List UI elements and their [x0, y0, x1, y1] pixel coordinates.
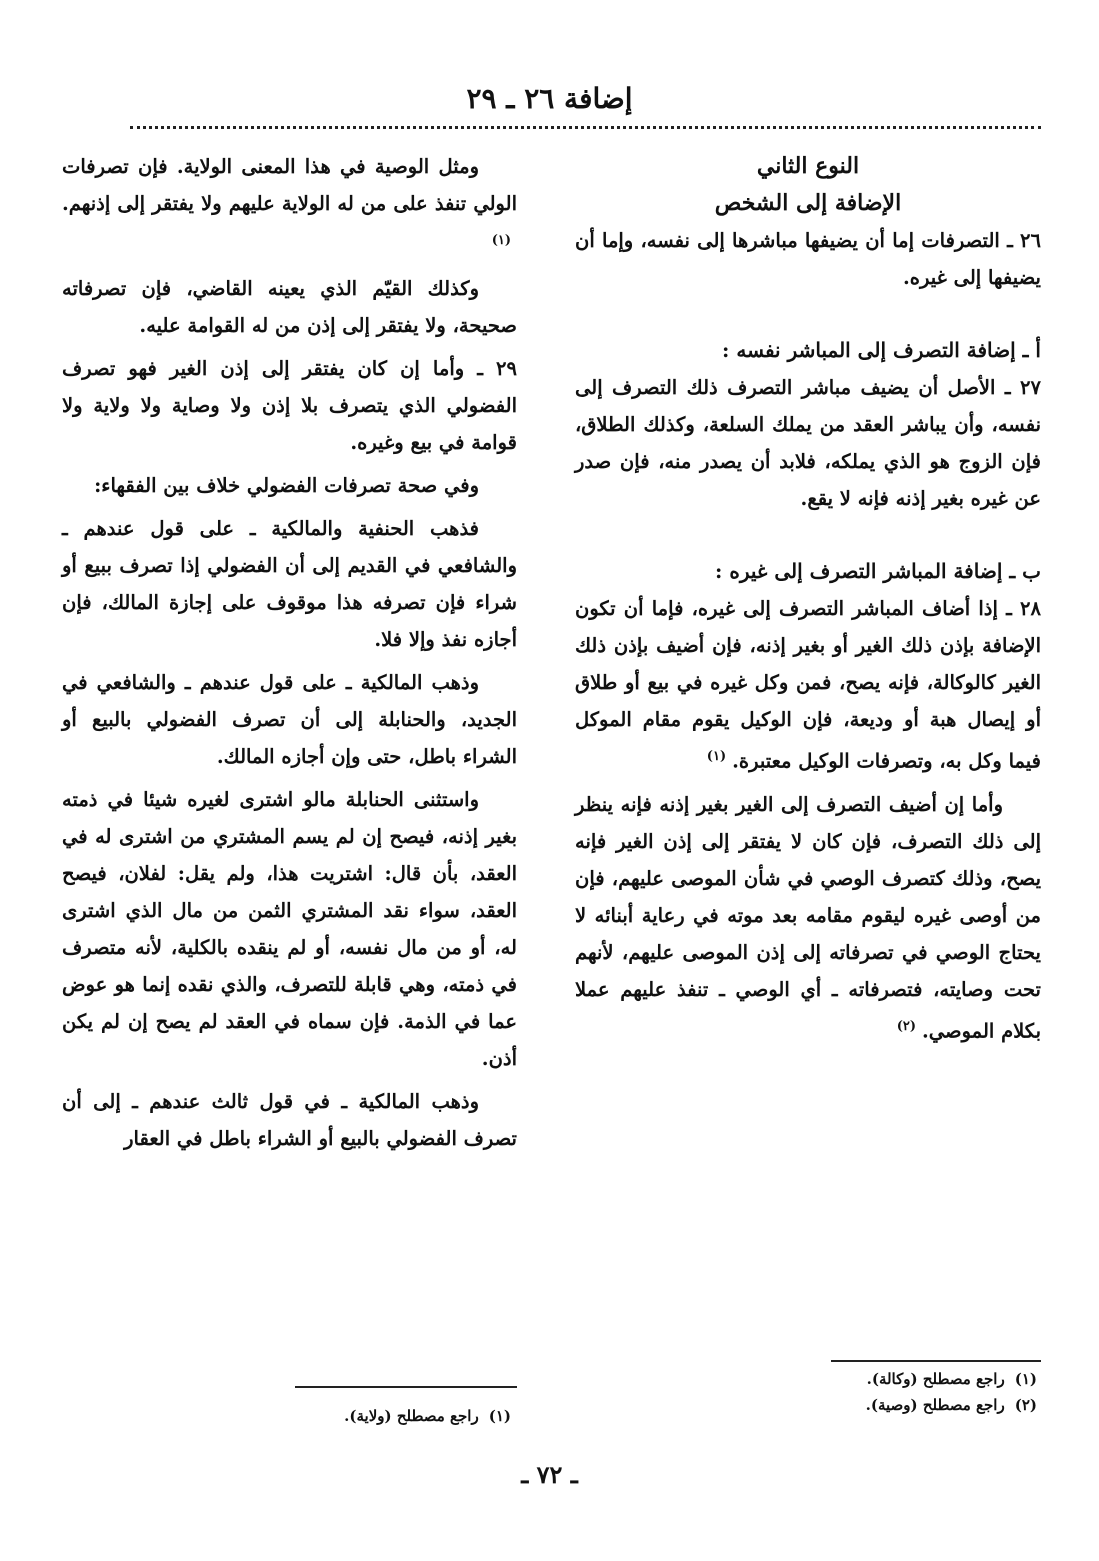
- footnote-divider-left: [295, 1386, 517, 1388]
- section-type-title: النوع الثاني: [756, 153, 860, 179]
- left-column: [62, 148, 517, 1157]
- page-header-title: إضافة ٢٦ ـ ٢٩: [466, 82, 633, 115]
- footnote-number: (٢): [1014, 1396, 1037, 1414]
- paragraph-guardianship: [62, 148, 517, 264]
- paragraph-maliki-view: وذهب المالكية ـ على قول عندهم ـ والشافعي في الجديد، والحنابلة إلى أن تصرف الفضولي بالبيع أو الشراء باطل، حتى وإن أجازه المالك.: [62, 670, 517, 768]
- section-heading: الإضافة إلى الشخص: [714, 190, 902, 216]
- paragraph-guardianship-text: ومثل الوصية في هذا المعنى الولاية. فإن تصرفات الولي تنفذ على من له الولاية عليهم ولا يفتقر إلى إذنهم.: [62, 155, 517, 215]
- footnote-text: راجع مصطلح (وكالة).: [866, 1370, 1005, 1388]
- footnote-item: [577, 1366, 1037, 1392]
- paragraph-26: ٢٦ ـ التصرفات إما أن يضيفها مباشرها إلى نفسه، وإما أن يضيفها إلى غيره.: [575, 229, 1041, 289]
- footnote-text: راجع مصطلح (ولاية).: [344, 1407, 479, 1425]
- footnote-ref-2: (٢): [896, 1018, 916, 1034]
- footnote-number: (١): [488, 1407, 511, 1425]
- subheading-a: أ ـ إضافة التصرف إلى المباشر نفسه :: [722, 338, 1041, 362]
- footnote-ref-left-1: (١): [491, 233, 511, 248]
- subheading-b: ب ـ إضافة المباشر التصرف إلى غيره :: [715, 559, 1041, 583]
- paragraph-hanafi-view: فذهب الحنفية والمالكية ـ على قول عندهم ـ والشافعي في القديم إلى أن الفضولي إذا تصرف ببيع أو شراء فإن تصرفه هذا موقوف على إجازة المالك، فإن أجازه نفذ وإلا فلا.: [62, 516, 517, 651]
- footnote-item: [577, 1392, 1037, 1418]
- footnote-item: [61, 1403, 511, 1429]
- paragraph-28b: [575, 786, 1041, 1050]
- header-dotted-rule: [130, 126, 1041, 129]
- page-number: ـ ٧٢ ـ: [521, 1460, 578, 1489]
- paragraph-custodian: وكذلك القيّم الذي يعينه القاضي، فإن تصرفاته صحيحة، ولا يفتقر إلى إذن من له القوامة عليه.: [62, 276, 517, 337]
- footnote-number: (١): [1014, 1370, 1037, 1388]
- paragraph-28: [575, 590, 1041, 780]
- paragraph-29: ٢٩ ـ وأما إن كان يفتقر إلى إذن الغير فهو تصرف الفضولي الذي يتصرف بلا إذن ولا وصاية ولا ولاية ولا قوامة في بيع وغيره.: [62, 356, 517, 454]
- paragraph-disagreement: وفي صحة تصرفات الفضولي خلاف بين الفقهاء:: [94, 473, 479, 497]
- paragraph-27: ٢٧ ـ الأصل أن يضيف مباشر التصرف ذلك التصرف إلى نفسه، وأن يباشر العقد من يملك السلعة، وكذلك الطلاق، فإن الزوج هو الذي يملكه، فلابد أن يصدر منه، فإن صدر عن غيره بغير إذنه فإنه لا يقع.: [575, 376, 1041, 510]
- paragraph-28-text: ٢٨ ـ إذا أضاف المباشر التصرف إلى غيره، فإما أن تكون الإضافة بإذن ذلك الغير أو بغير إذنه، فإن أضيف بإذن ذلك الغير كالوكالة، فإنه يصح، فمن وكل غيره في بيع أو طلاق أو إيصال هبة أو وديعة، فإن الوكيل يقوم مقام الموكل فيما وكل به، وتصرفات الوكيل معتبرة.: [575, 597, 1041, 773]
- footnotes-left: [61, 1403, 511, 1429]
- footnotes-right: [577, 1366, 1037, 1418]
- paragraph-maliki-third-view: وذهب المالكية ـ في قول ثالث عندهم ـ إلى أن تصرف الفضولي بالبيع أو الشراء باطل في العقار: [62, 1089, 517, 1150]
- footnote-ref-1: (١): [706, 749, 727, 764]
- footnote-text: راجع مصطلح (وصية).: [865, 1396, 1005, 1414]
- paragraph-hanbali-exception: واستثنى الحنابلة مالو اشترى لغيره شيئا في ذمته بغير إذنه، فيصح إن لم يسم المشتري من اشترى له في العقد، بأن قال: اشتريت هذا، ولم يقل: لفلان، فيصح العقد، سواء نقد المشتري الثمن من مال الذي اشترى له، أو من مال نفسه، أو لم ينقده بالكلية، لأنه متصرف في ذمته، وهي قابلة للتصرف، والذي نقده إنما هو عوض عما في الذمة. فإن سماه في العقد لم يصح إن لم يكن أذن.: [62, 787, 517, 1070]
- paragraph-28b-text: وأما إن أضيف التصرف إلى الغير بغير إذنه فإنه ينظر إلى ذلك التصرف، فإن كان لا يفتقر إلى إذن الغير فإنه يصح، وذلك كتصرف الوصي في شأن الموصى عليهم، فإن من أوصى غيره ليقوم مقامه بعد موته في رعاية أبنائه لا يحتاج الوصي في تصرفاته إلى إذن الموصى عليهم، لأنهم تحت وصايته، فتصرفاته ـ أي الوصي ـ تنفذ عليهم عملا بكلام الموصي.: [575, 792, 1041, 1042]
- footnote-divider-right: [831, 1360, 1041, 1362]
- right-column: [575, 148, 1041, 1049]
